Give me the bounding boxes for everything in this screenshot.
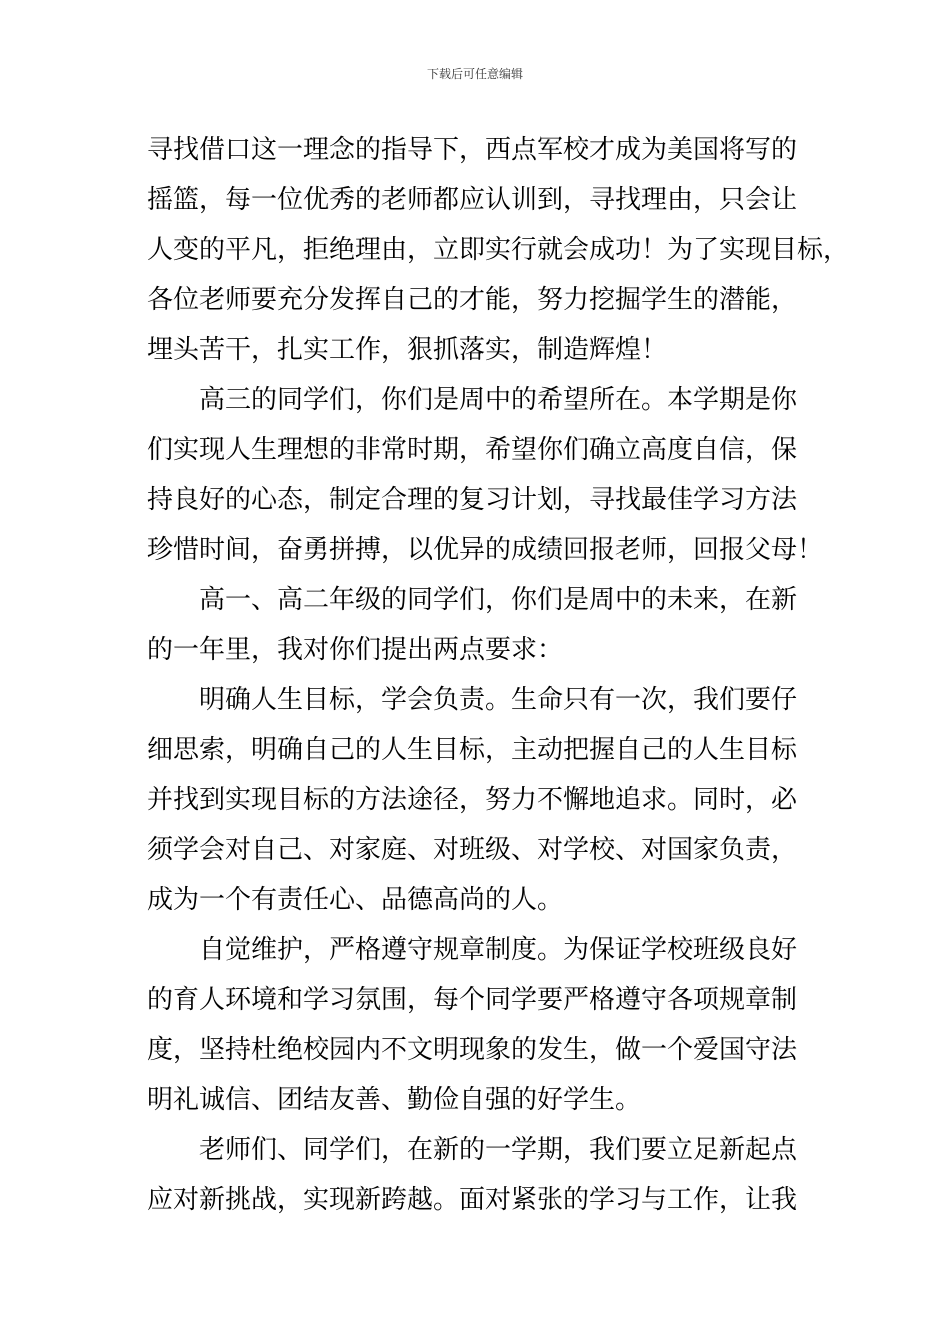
page-header: 下载后可任意编辑: [426, 67, 523, 81]
text-line: 的一年里，我对你们提出两点要求：: [147, 635, 564, 665]
text-line: 须学会对自己、对家庭、对班级、对学校、对国家负责，: [147, 835, 798, 865]
paragraph-first-line: 老师们、同学们，在新的一学期，我们要立足新起点: [199, 1135, 798, 1165]
text-line: 度，坚持杜绝校园内不文明现象的发生，做一个爱国守法: [147, 1035, 798, 1065]
text-line: 细思索，明确自己的人生目标，主动把握自己的人生目标: [147, 735, 798, 765]
text-line: 的育人环境和学习氛围，每个同学要严格遵守各项规章制: [147, 985, 798, 1015]
paragraph-first-line: 高一、高二年级的同学们，你们是周中的未来，在新: [199, 585, 798, 615]
text-line: 摇篮，每一位优秀的老师都应认训到，寻找理由，只会让: [147, 185, 798, 215]
text-line: 各位老师要充分发挥自己的才能，努力挖掘学生的潜能，: [147, 285, 798, 315]
text-line: 埋头苦干，扎实工作，狠抓落实，制造辉煌！: [147, 335, 668, 365]
text-line: 明礼诚信、团结友善、勤俭自强的好学生。: [147, 1085, 642, 1115]
text-line: 寻找借口这一理念的指导下，西点军校才成为美国将写的: [147, 135, 798, 165]
text-line: 成为一个有责任心、品德高尚的人。: [147, 885, 564, 915]
paragraph-first-line: 高三的同学们，你们是周中的希望所在。本学期是你: [199, 385, 798, 415]
document-body: [147, 125, 850, 1225]
text-line: 并找到实现目标的方法途径，努力不懈地追求。同时，必: [147, 785, 798, 815]
paragraph-first-line: 自觉维护，严格遵守规章制度。为保证学校班级良好: [199, 935, 798, 965]
text-line: 持良好的心态，制定合理的复习计划，寻找最佳学习方法: [147, 485, 798, 515]
text-line: 珍惜时间，奋勇拼搏，以优异的成绩回报老师，回报父母！: [147, 535, 824, 565]
paragraph-first-line: 明确人生目标，学会负责。生命只有一次，我们要仔: [199, 685, 798, 715]
text-line: 们实现人生理想的非常时期，希望你们确立高度自信，保: [147, 435, 798, 465]
text-line: 人变的平凡，拒绝理由，立即实行就会成功！为了实现目标，: [147, 235, 850, 265]
text-line: 应对新挑战，实现新跨越。面对紧张的学习与工作，让我: [147, 1185, 798, 1215]
